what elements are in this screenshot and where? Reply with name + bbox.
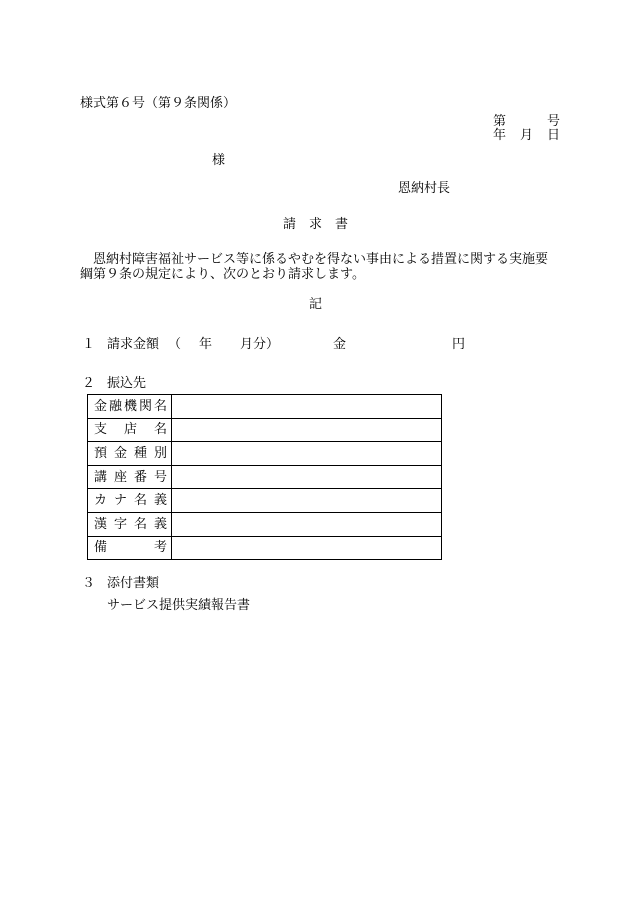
date-day-label: 日	[547, 128, 561, 143]
document-title	[283, 218, 361, 231]
item1-number: １	[82, 337, 96, 352]
table-row	[88, 465, 442, 489]
title-char: 書	[335, 217, 349, 232]
item1-kin-label: 金	[333, 337, 347, 352]
item1-yen-label: 円	[452, 337, 466, 352]
title-char: 請	[283, 217, 297, 232]
item3-number: ３	[82, 576, 96, 591]
transfer-destination-table	[87, 394, 442, 560]
row-label-branch-name: 支店名	[88, 418, 172, 442]
row-label-deposit-type: 預金種別	[88, 442, 172, 466]
table-row	[88, 489, 442, 513]
addressee-honorific: 様	[212, 153, 226, 168]
row-value-bank-name[interactable]	[172, 395, 442, 419]
item2-number: ２	[82, 376, 96, 391]
row-label-kanji-name: 漢字名義	[88, 512, 172, 536]
row-label-bank-name: 金融機関名	[88, 395, 172, 419]
item1-month-label: 月分）	[240, 337, 280, 352]
item3-label: 添付書類	[107, 576, 160, 591]
item1-label: 請求金額	[107, 337, 160, 352]
row-value-remarks[interactable]	[172, 536, 442, 560]
item1-paren-open: （	[168, 337, 182, 352]
form-number: 様式第６号（第９条関係）	[80, 96, 237, 111]
date-year-label: 年	[493, 128, 507, 143]
row-value-deposit-type[interactable]	[172, 442, 442, 466]
row-value-branch-name[interactable]	[172, 418, 442, 442]
title-char: 求	[309, 217, 323, 232]
item2-label: 振込先	[107, 376, 147, 391]
table-row	[88, 395, 442, 419]
row-label-account-number: 講座番号	[88, 465, 172, 489]
table-row	[88, 536, 442, 560]
doc-number-label: 第	[493, 114, 507, 129]
row-label-kana-name: カナ名義	[88, 489, 172, 513]
item1-year-label: 年	[199, 337, 213, 352]
date-month-label: 月	[520, 128, 534, 143]
row-value-kana-name[interactable]	[172, 489, 442, 513]
body-paragraph: 恩納村障害福祉サービス等に係るやむを得ない事由による措置に関する実施要綱第９条の規定により、次のとおり請求します。	[80, 252, 549, 282]
attachment-item: サービス提供実績報告書	[107, 598, 251, 613]
ki-heading: 記	[309, 297, 323, 312]
row-value-kanji-name[interactable]	[172, 512, 442, 536]
table-row	[88, 442, 442, 466]
issuer-name: 恩納村長	[398, 181, 451, 196]
doc-number-unit: 号	[547, 114, 561, 129]
row-value-account-number[interactable]	[172, 465, 442, 489]
row-label-remarks: 備考	[88, 536, 172, 560]
table-row	[88, 418, 442, 442]
table-row	[88, 512, 442, 536]
